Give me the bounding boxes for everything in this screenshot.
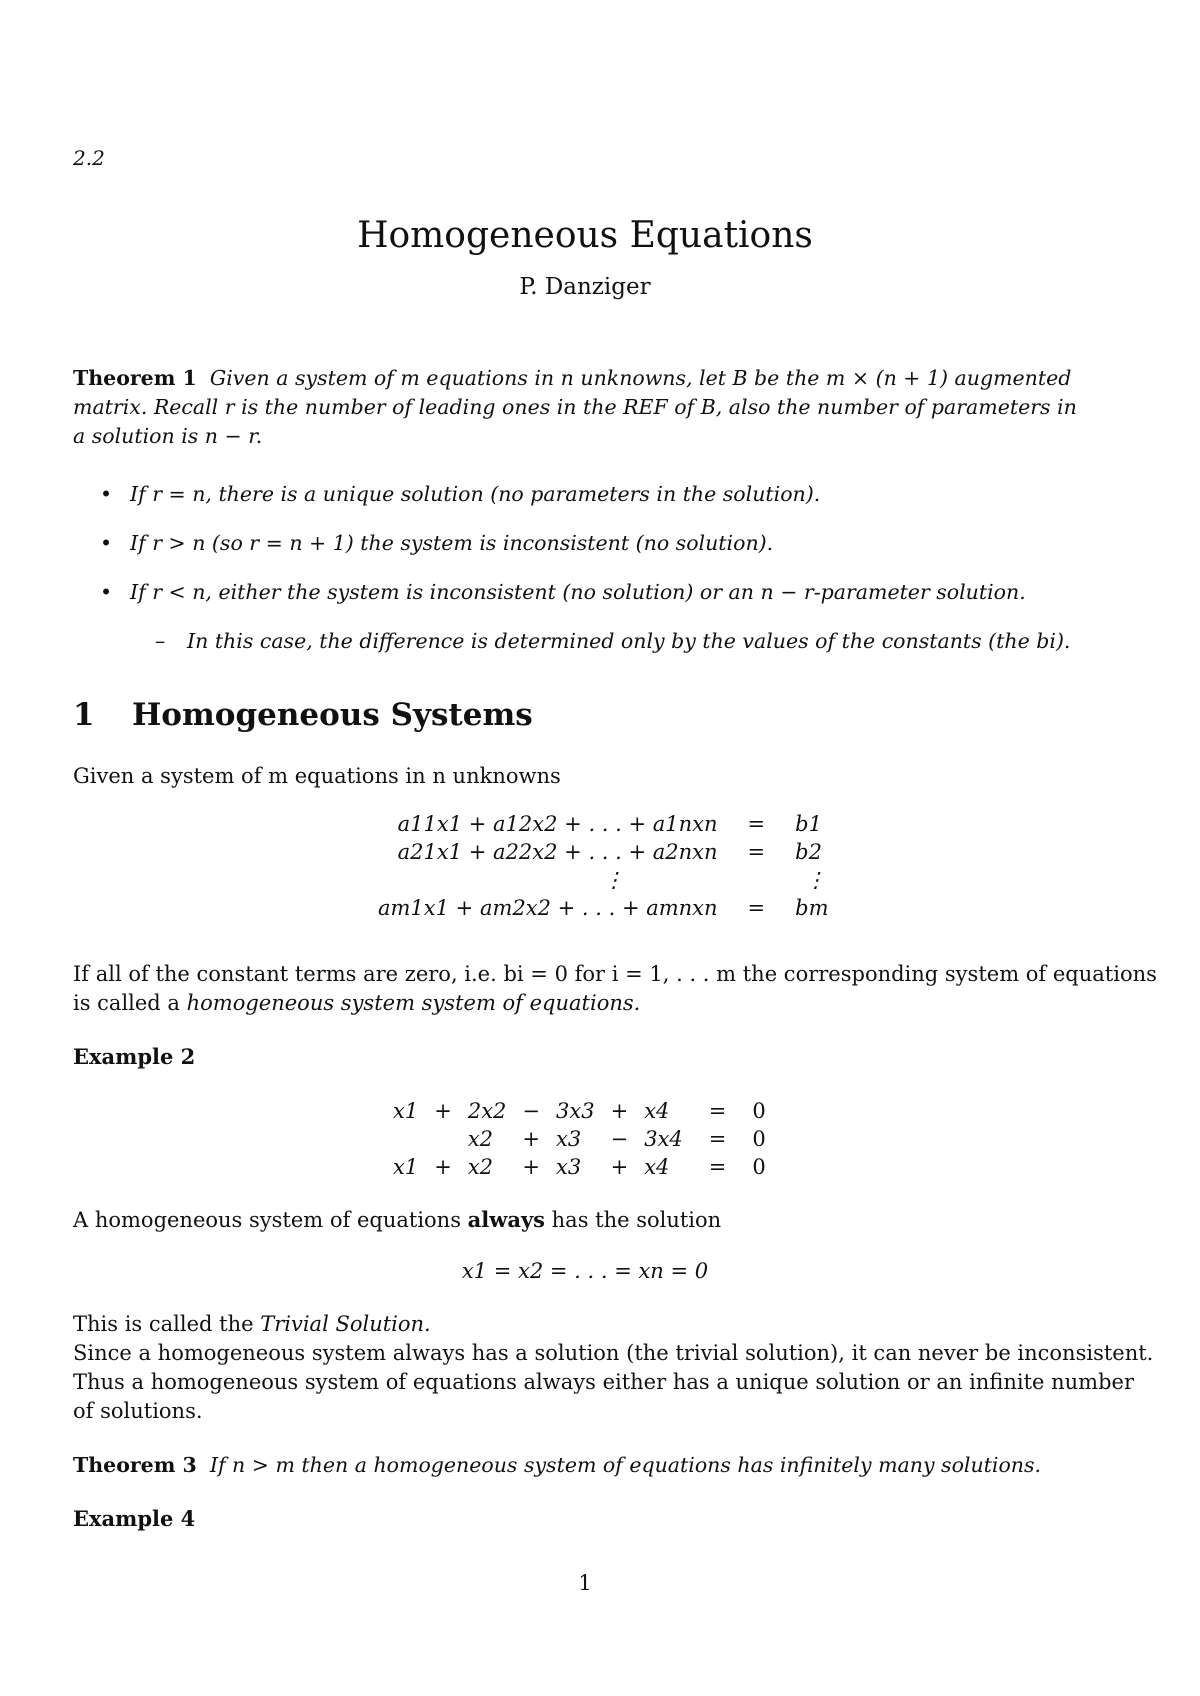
section-1-title: Homogeneous Systems xyxy=(132,697,533,733)
document-title: Homogeneous Equations xyxy=(357,215,813,256)
author-name: P. Danziger xyxy=(519,274,651,300)
equation-row: a11x1 + a12x2 + . . . + a1nxn = b1 xyxy=(397,812,822,836)
trivial-solution-equation: x1 = x2 = . . . = xn = 0 xyxy=(461,1259,709,1283)
example-4-label: Example 4 xyxy=(73,1506,196,1531)
bullet-icon: • xyxy=(100,580,113,604)
section-1-number: 1 xyxy=(73,697,95,733)
theorem-1-text-1: Given a system of m equations in n unknowns, let B be the m × (n + 1) augmented xyxy=(209,366,1072,390)
always-emphasis: always xyxy=(467,1207,545,1232)
theorem-1-text-3: a solution is n − r. xyxy=(73,424,263,448)
trivial-solution-line: This is called the Trivial Solution. xyxy=(73,1312,431,1336)
bullet-icon: • xyxy=(100,531,113,555)
theorem-3-label: Theorem 3 xyxy=(73,1453,197,1477)
section-1-intro: Given a system of m equations in n unknowns xyxy=(73,764,561,788)
equation-row: ⋮ ⋮ xyxy=(603,868,827,892)
theorem-3 xyxy=(73,1451,1041,1480)
theorem-3-text: If n > m then a homogeneous system of equations has infinitely many solutions. xyxy=(209,1453,1042,1477)
always-solution-line: A homogeneous system of equations always has the solution xyxy=(73,1207,722,1232)
dash-icon: – xyxy=(155,629,166,653)
theorem-1-text-2: matrix. Recall r is the number of leading ones in the REF of B, also the number of parameters in xyxy=(73,395,1077,419)
theorem-1-line-1 xyxy=(73,364,1103,393)
bullet-icon: • xyxy=(100,482,113,506)
document-page: 2.2 Homogeneous Equations P. Danziger Theorem 1 Given a system of m equations in n unknowns, let B be the m × (n + 1) augmented matrix. Recall r is the number of leading ones in the REF of B, also the number of parameters in a solution is n − r. • If r = n, there is a unique solution (no parameters in the solution). • If r > n (so r = n + 1) the system is inconsistent (no solution). • If r < n, either the system is inconsistent (no solution) or an n − r-parameter solution. – In this case, the difference is determined only by the values of the constants (the bi). 1 Homogeneous Systems Given a system of m equations in n unknowns a11x1 + a12x2 + . . . + a1nxn = b1 a21x1 + a22x2 + . . . + a2nxn = b2 ⋮ ⋮ am1x1 + am2x2 + . . . + amnxn = bm If all of the constant terms are zero, i.e. bi = 0 for i = 1, . . . m the corresponding system of equations is called a homogeneous system system of equations. Example 2 x1 + 2x2 − 3x3 + x4 = 0 x2 + x3 − 3x4 = 0 x1 + x2 + x3 + x4 = 0 A homogeneous system of equations always has the solution x1 = x2 = . . . = xn = 0 This is called the Trivial Solution. Since a homogeneous system always has a solution (the trivial solution), it can never be inconsistent. Thus a homogeneous system of equations always either has a unique solution or an infinite number of solutions. Theorem 3 If n > m then a homogeneous system of equations has infinitely many solutions. Example 4 1 xyxy=(0,0,1200,1696)
footer-page-number: 1 xyxy=(578,1571,592,1595)
equation-row: x2 + x3 − 3x4 = 0 xyxy=(467,1127,766,1151)
equation-row: x1 + x2 + x3 + x4 = 0 xyxy=(393,1155,766,1179)
trivial-solution-term: Trivial Solution. xyxy=(260,1312,431,1336)
equation-row: a21x1 + a22x2 + . . . + a2nxn = b2 xyxy=(397,840,822,864)
section-number: 2.2 xyxy=(73,146,105,170)
consistency-line-3: of solutions. xyxy=(73,1399,203,1423)
equation-row: x1 + 2x2 − 3x3 + x4 = 0 xyxy=(393,1099,766,1123)
example-2-system xyxy=(385,1097,774,1181)
consistency-line-1: Since a homogeneous system always has a solution (the trivial solution), it can never be inconsistent. xyxy=(73,1341,1154,1365)
theorem-1-label: Theorem 1 xyxy=(73,366,197,390)
equation-row: am1x1 + am2x2 + . . . + amnxn = bm xyxy=(378,896,829,920)
homogeneous-definition-line-1: If all of the constant terms are zero, i.e. bi = 0 for i = 1, . . . m the corresponding system of equations xyxy=(73,962,1157,986)
homogeneous-term: homogeneous system system of equations. xyxy=(186,991,641,1015)
general-system xyxy=(370,810,837,922)
consistency-line-2: Thus a homogeneous system of equations always either has a unique solution or an infinite number xyxy=(73,1370,1134,1394)
example-2-label: Example 2 xyxy=(73,1044,196,1069)
homogeneous-definition-line-2: is called a homogeneous system system of equations. xyxy=(73,991,641,1015)
